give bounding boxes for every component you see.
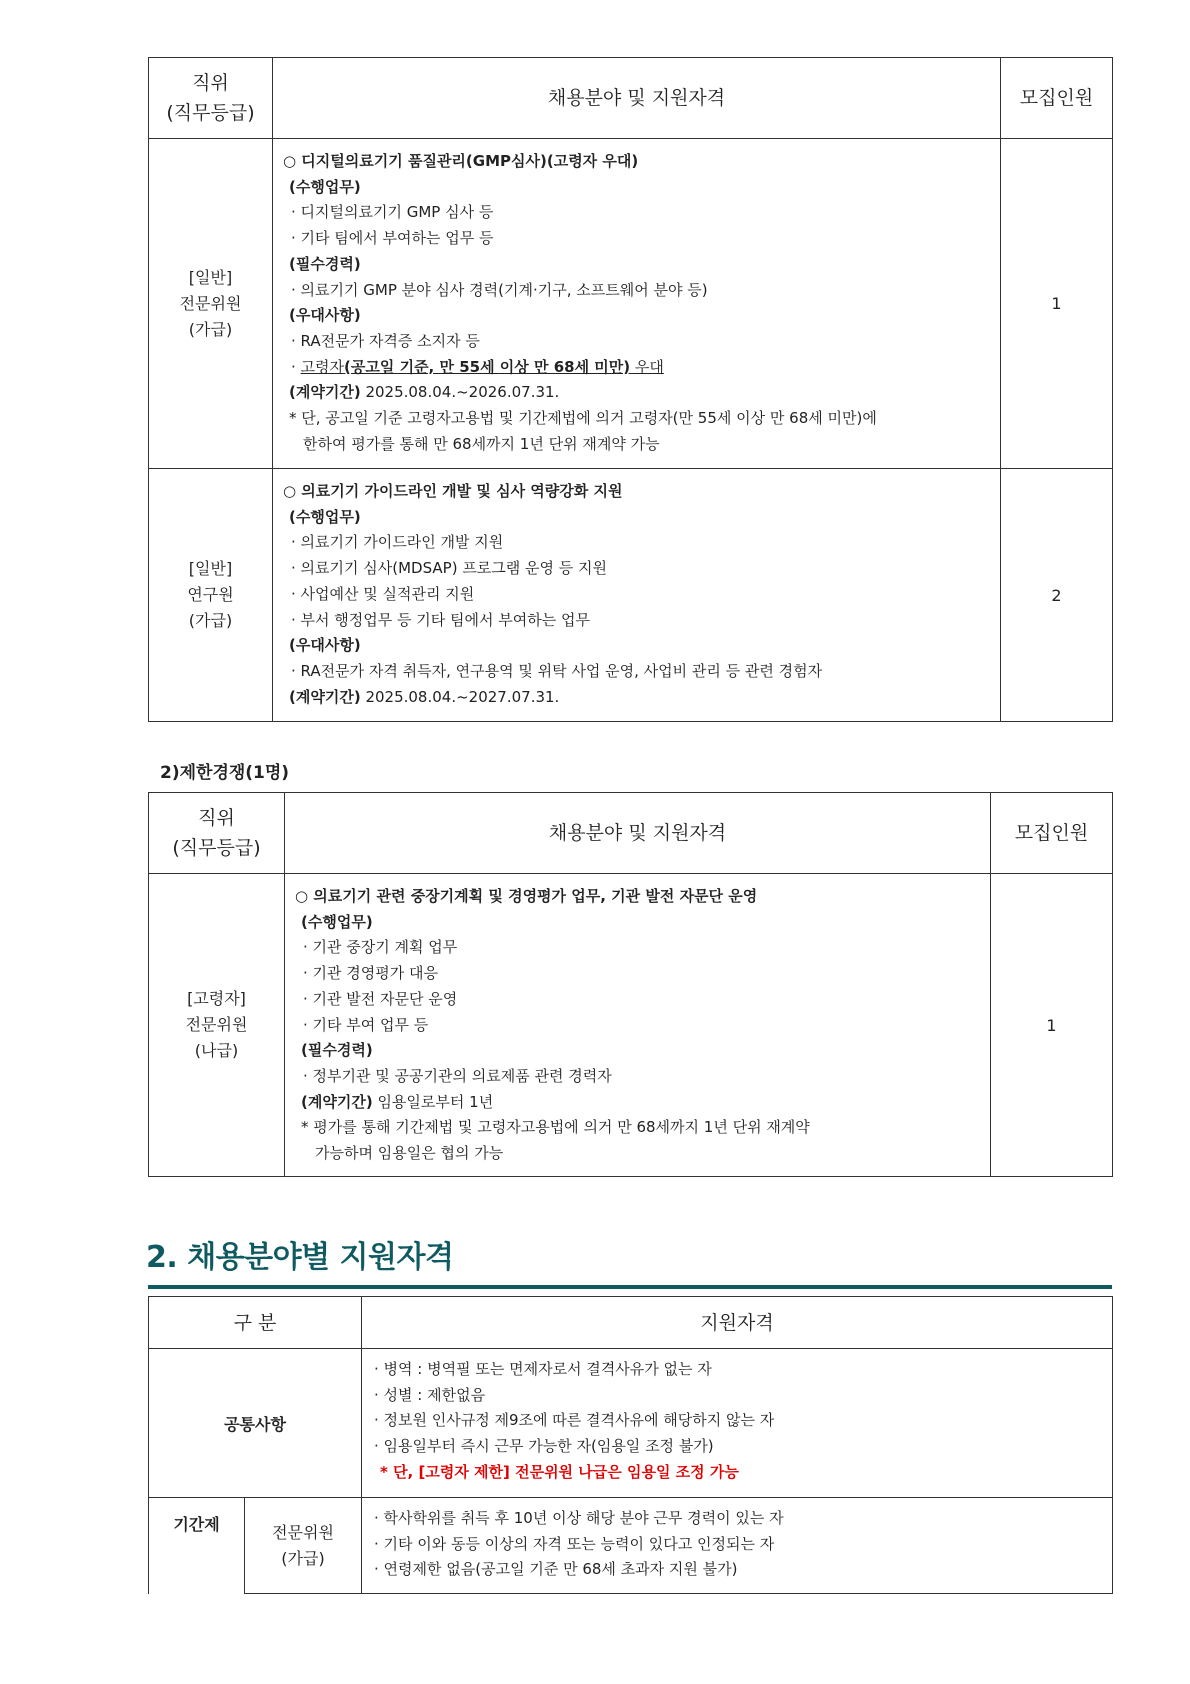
header-position-label: 직위: [198, 807, 235, 829]
duty-item: · 기타 팀에서 부여하는 업무 등: [291, 229, 494, 248]
position-type: [고령자]: [187, 989, 246, 1008]
field-title: ○ 의료기기 가이드라인 개발 및 심사 역량강화 지원: [283, 482, 623, 500]
contract-period-value: 2025.08.04.~2026.07.31.: [360, 383, 560, 402]
qualification-cell: [285, 874, 991, 1177]
senior-preferred: 우대: [630, 357, 664, 376]
duty-item: · 의료기기 가이드라인 개발 지원: [291, 533, 504, 552]
header-position: [149, 58, 273, 139]
position-cell: [149, 139, 273, 469]
exception-note: * 단, [고령자 제한] 전문위원 나급은 임용일 조정 가능: [380, 1462, 739, 1481]
header-qualification: 지원자격: [362, 1297, 1113, 1349]
qualification-item: · 임용일부터 즉시 근무 가능한 자(임용일 조정 불가): [374, 1437, 714, 1456]
qualification-item: · 성별 : 제한없음: [374, 1385, 486, 1404]
duty-heading: (수행업무): [301, 912, 373, 931]
required-heading: (필수경력): [289, 254, 361, 273]
position-grade: (가급): [188, 319, 233, 339]
count-cell: 2: [1001, 469, 1113, 722]
position-type: [일반]: [188, 559, 233, 578]
contract-period-value: 임용일로부터 1년: [372, 1092, 494, 1111]
position-type: [일반]: [188, 267, 233, 287]
header-field: 채용분야 및 지원자격: [273, 58, 1001, 139]
note-line: 가능하며 임용일은 협의 가능: [315, 1144, 504, 1163]
duty-item: · 기관 경영평가 대응: [303, 964, 438, 983]
qualification-cell: [273, 469, 1001, 722]
header-count: 모집인원: [1001, 58, 1113, 139]
contract-period-value: 2025.08.04.~2027.07.31.: [360, 687, 560, 706]
field-title: ○ 디지털의료기기 품질관리(GMP심사)(고령자 우대): [283, 152, 639, 170]
bullet-dot: ·: [291, 357, 301, 376]
duty-item: · 디지털의료기기 GMP 심사 등: [291, 203, 494, 222]
qualification-cell: [273, 139, 1001, 469]
fixed-term-qualifications: [362, 1498, 1113, 1594]
duty-heading: (수행업무): [289, 507, 361, 526]
header-field: 채용분야 및 지원자격: [285, 793, 991, 874]
senior-label: 고령자: [300, 357, 345, 376]
qualification-item: · 학사학위를 취득 후 10년 이상 해당 분야 근무 경력이 있는 자: [374, 1509, 784, 1527]
duty-item: · 부서 행정업무 등 기타 팀에서 부여하는 업무: [291, 610, 590, 629]
header-category: 구 분: [149, 1297, 362, 1349]
fixed-term-label: 기간제: [149, 1498, 245, 1594]
qualification-item: · 연령제한 없음(공고일 기준 만 68세 초과자 지원 불가): [374, 1560, 738, 1579]
duty-item: · 기관 발전 자문단 운영: [303, 989, 458, 1008]
contract-period-heading: (계약기간): [289, 383, 361, 402]
position-title: 전문위원: [179, 293, 242, 313]
fixed-term-grade: (가급): [281, 1548, 325, 1568]
recruitment-table-limited: [148, 792, 1113, 1177]
qualification-item: · 병역 : 병역필 또는 면제자로서 결격사유가 없는 자: [374, 1360, 712, 1378]
count-cell: 1: [1001, 139, 1113, 469]
header-grade-label: (직무등급): [172, 837, 261, 859]
count-cell: 1: [991, 874, 1113, 1177]
position-grade: (가급): [188, 611, 233, 630]
preference-heading: (우대사항): [289, 636, 361, 655]
preference-item: · RA전문가 자격증 소지자 등: [291, 331, 480, 350]
preference-item-senior: [283, 355, 990, 381]
field-title: ○ 의료기기 관련 중장기계획 및 경영평가 업무, 기관 발전 자문단 운영: [295, 887, 758, 905]
position-cell: [149, 469, 273, 722]
contract-period: [283, 685, 990, 711]
header-position: [149, 793, 285, 874]
header-count: 모집인원: [991, 793, 1113, 874]
header-grade-label: (직무등급): [166, 102, 255, 124]
duty-item: · 사업예산 및 실적관리 지원: [291, 584, 475, 603]
fixed-term-title: 전문위원: [272, 1522, 334, 1542]
senior-condition: (공고일 기준, 만 55세 이상 만 68세 미만): [344, 357, 631, 376]
common-qualifications: [362, 1349, 1113, 1498]
recruitment-table-general: [148, 57, 1113, 722]
position-grade: (나급): [194, 1041, 239, 1060]
contract-period-heading: (계약기간): [301, 1092, 373, 1111]
position-title: 전문위원: [185, 1015, 248, 1034]
position-title: 연구원: [187, 585, 234, 604]
section-title: 2. 채용분야별 지원자격: [146, 1240, 454, 1275]
common-label: 공통사항: [149, 1349, 362, 1498]
contract-period-heading: (계약기간): [289, 687, 361, 706]
qualification-item: · 정보원 인사규정 제9조에 따른 결격사유에 해당하지 않는 자: [374, 1411, 775, 1430]
preference-item: · RA전문가 자격 취득자, 연구용역 및 위탁 사업 운영, 사업비 관리 등 관련 경험자: [291, 661, 823, 680]
qualification-item: · 기타 이와 동등 이상의 자격 또는 능력이 있다고 인정되는 자: [374, 1534, 775, 1553]
qualification-table: [148, 1296, 1113, 1594]
note-line: * 단, 공고일 기준 고령자고용법 및 기간제법에 의거 고령자(만 55세 이상 만 68세 미만)에: [289, 409, 877, 428]
header-position-label: 직위: [192, 72, 229, 94]
contract-period: [283, 380, 990, 406]
subsection-title: 2)제한경쟁(1명): [160, 763, 290, 783]
duty-item: · 기타 부여 업무 등: [303, 1015, 429, 1034]
preference-heading: (우대사항): [289, 306, 361, 325]
duty-item: · 의료기기 심사(MDSAP) 프로그램 운영 등 지원: [291, 559, 608, 578]
duty-heading: (수행업무): [289, 177, 361, 196]
duty-item: · 기관 중장기 계획 업무: [303, 938, 458, 957]
note-line: * 평가를 통해 기간제법 및 고령자고용법에 의거 만 68세까지 1년 단위 재계약: [301, 1118, 810, 1137]
required-heading: (필수경력): [301, 1041, 373, 1060]
contract-period: [295, 1090, 980, 1116]
required-item: · 정부기관 및 공공기관의 의료제품 관련 경력자: [303, 1066, 612, 1085]
fixed-term-position: [245, 1498, 362, 1594]
position-cell: [149, 874, 285, 1177]
section-divider: [148, 1285, 1112, 1289]
note-line: 한하여 평가를 통해 만 68세까지 1년 단위 재계약 가능: [303, 434, 660, 453]
required-item: · 의료기기 GMP 분야 심사 경력(기계·기구, 소프트웨어 분야 등): [291, 280, 708, 299]
